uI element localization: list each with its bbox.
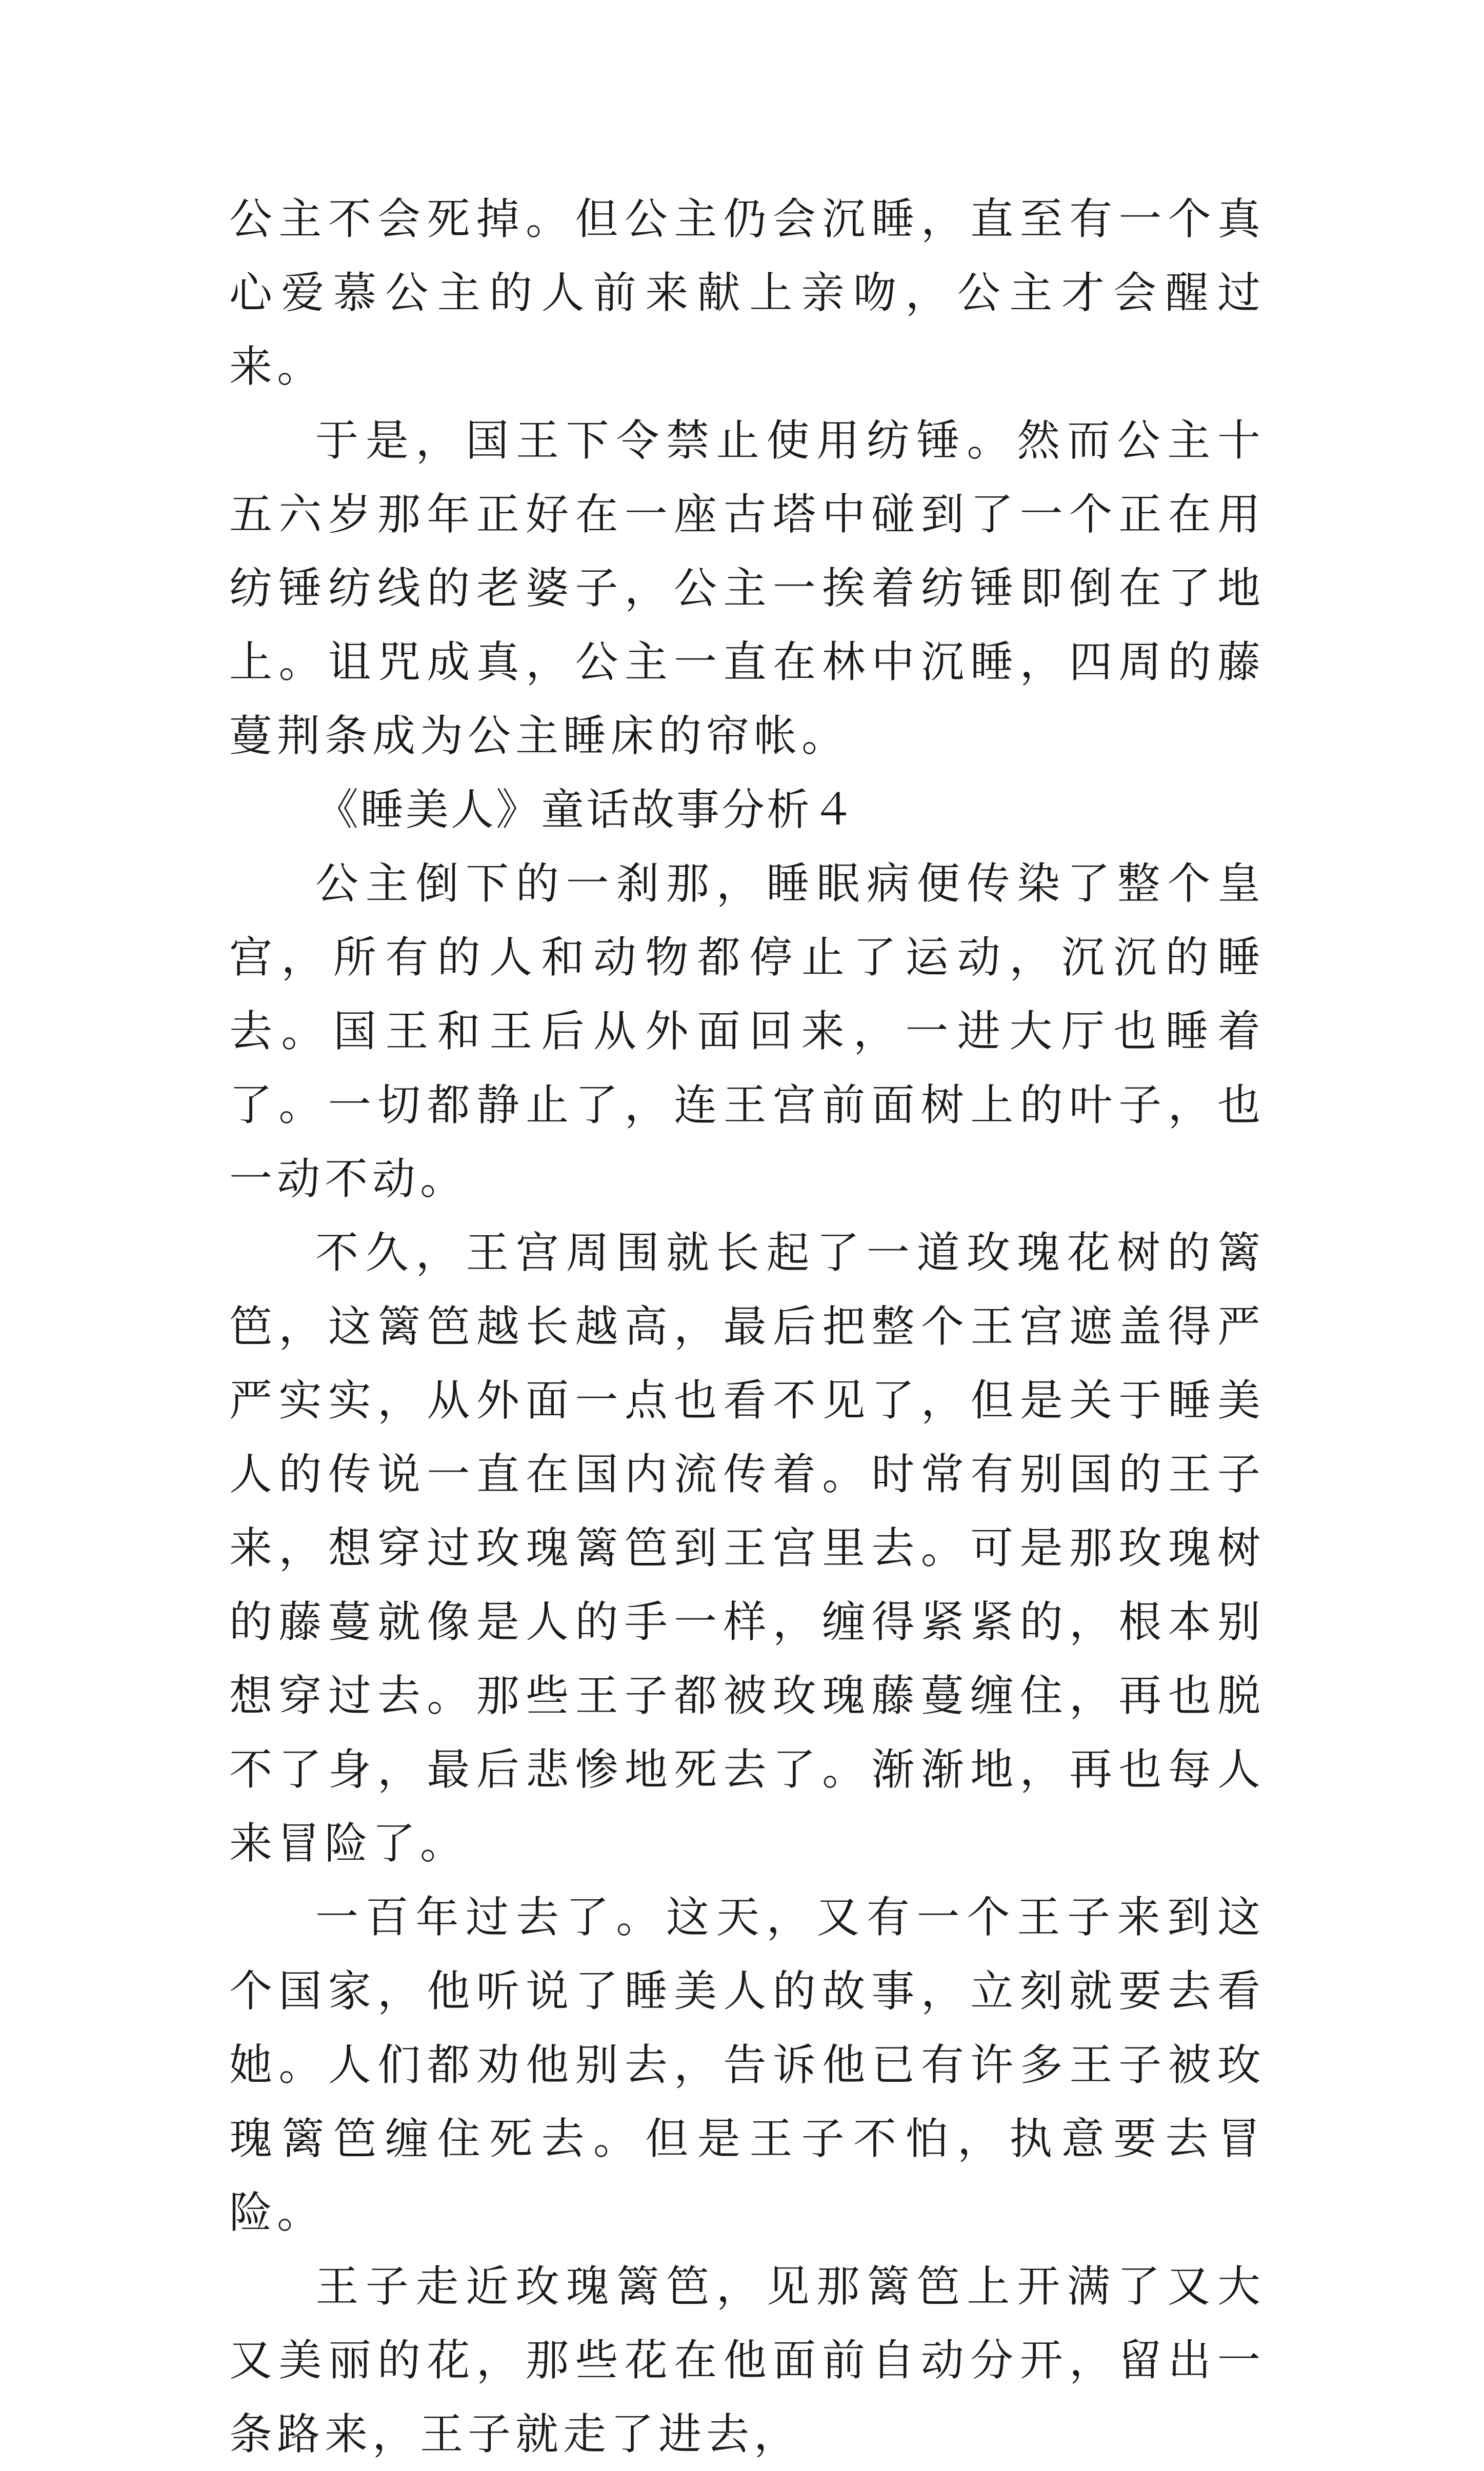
paragraph-palace-sleep: 公主倒下的一刹那，睡眠病便传染了整个皇宫，所有的人和动物都停止了运动，沉沉的睡去。国王和王后从外面回来，一进大厅也睡着了。一切都静止了，连王宫前面树上的叶子，也一动不动。 <box>229 858 1265 1204</box>
paragraph-hundred-years: 一百年过去了。这天，又有一个王子来到这个国家，他听说了睡美人的故事，立刻就要去看她。人们都劝他别去，告诉他已有许多王子被玫瑰篱笆缠住死去。但是王子不怕，执意要去冒险。 <box>229 1892 1265 2238</box>
paragraph-king-ban: 于是，国王下令禁止使用纺锤。然而公主十五六岁那年正好在一座古塔中碰到了一个正在用纺锤纺线的老婆子，公主一挨着纺锤即倒在了地上。诅咒成真，公主一直在林中沉睡，四周的藤蔓荆条成为公主睡床的帘帐。 <box>229 415 1265 761</box>
document-body <box>229 182 1265 2471</box>
paragraph-continuation: 公主不会死掉。但公主仍会沉睡，直至有一个真心爱慕公主的人前来献上亲吻，公主才会醒过来。 <box>229 194 1265 392</box>
paragraph-rose-hedge: 不久，王宫周围就长起了一道玫瑰花树的篱笆，这篱笆越长越高，最后把整个王宫遮盖得严严实实，从外面一点也看不见了，但是关于睡美人的传说一直在国内流传着。时常有别国的王子来，想穿过玫瑰篱笆到王宫里去。可是那玫瑰树的藤蔓就像是人的手一样，缠得紧紧的，根本别想穿过去。那些王子都被玫瑰藤蔓缠住，再也脱不了身，最后悲惨地死去了。渐渐地，再也每人来冒险了。 <box>229 1228 1265 1869</box>
section-heading: 《睡美人》童话故事分析４ <box>315 785 857 835</box>
paragraph-prince-enters: 王子走近玫瑰篱笆，见那篱笆上开满了又大又美丽的花，那些花在他面前自动分开，留出一条路来，王子就走了进去， <box>229 2261 1265 2459</box>
